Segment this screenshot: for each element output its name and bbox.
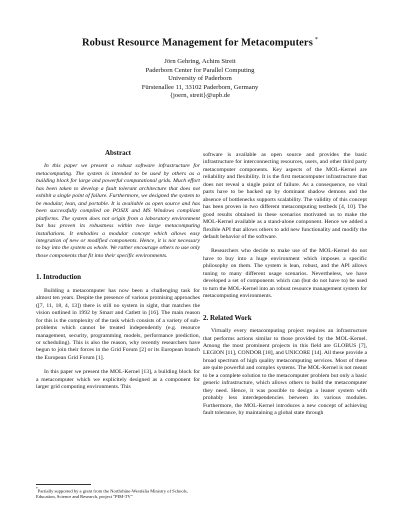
right-paragraph-1: software is available as open source and provides the basic infrastructure for interconnecting resources, users, and other third party metacomputer components. Key aspects of the MOL-Kernel are reliability and flexibility. It is the first metacomputer infrastructure that does not reveal a single point of failure. As a consequence, no vital parts have to be backed up by dominant shadow demons and the absence of bottlenecks supports scalability. The validity of this concept has been proven in two different metacomputing testbeds [4, 10]. The good results obtained in these scenarios motivated us to make the MOL-Kernel available as a stand-alone component. Hence we added a flexible API that allows others to add new functionality and modify the default behavior of the software. [203, 152, 367, 240]
title-text: Robust Resource Management for Metacomputers [82, 37, 313, 49]
affiliation-line-1: Paderborn Center for Parallel Computing [145, 66, 255, 74]
author-email: {joern, streit}@upb.de [169, 92, 231, 100]
paper-title [20, 37, 380, 49]
affiliation-line-3: Fürstenallee 11, 33102 Paderborn, Germany [141, 83, 259, 91]
intro-paragraph-2: In this paper we present the MOL-Kernel [13], a building block for a metacomputer which we explicitely designed as a component for larger grid computing environments. This [36, 369, 200, 391]
left-column [36, 150, 200, 392]
footnote [36, 487, 200, 500]
related-work-heading: 2. Related Work [203, 313, 252, 322]
abstract-heading: Abstract [104, 149, 132, 157]
right-column [203, 152, 367, 418]
affiliation-line-2: University of Paderborn [168, 75, 232, 83]
intro-heading: 1. Introduction [36, 273, 81, 282]
right-paragraph-2: Researchers who decide to make use of the MOL-Kernel do not have to buy into a huge environment which imposes a specific philosophy on them. The system is lean, robust, and the API allows tuning to many different usage scenarios. Nevertheless, we have developed a set of components which can (but do not have to) be used to turn the MOL-Kernel into an robust resource management system for metacomputing environments. [203, 248, 367, 300]
footnote-text: Partially supported by a grant from the Northrhine-Westfalia Ministry of Schools, Education, Science and Research, project "PIM-TV" [36, 488, 188, 500]
footnote-rule [36, 484, 91, 485]
intro-paragraph-1: Building a metacomputer has now been a challenging task for almost ten years. Despite the presence of various promising approaches ([7, 11, 18, 4, 13]) there is still no system in sight, that matches the vision outlined in 1992 by Smarr and Catlett in [16]. The main reason for this is the complexity of the task which consists of a variety of sub-problems which cannot be treated independently (e.g. resource management, security, programming models, performance prediction, or scheduling). This is also the reason, why recently researchers have begun to join their forces in the Grid Forum [2] or its European branch the European Grid Forum [1]. [36, 287, 200, 361]
authors: Jörn Gehring, Achim Streit [164, 58, 236, 65]
title-footnote-mark: * [314, 37, 318, 43]
footnote-mark: * [36, 487, 38, 491]
abstract-text: In this paper we present a robust software infrastructure for metacomputing. The system is intended to be used by others as a building block for large and powerful computational grids. Much effort has been taken to develop a fault tolerant architecture that does not exhibit a single point of failure. Furthermore, we designed the system to be modular, lean, and portable. It is available as open source and has been successfully compiled on POSIX and MS Windows compliant platforms. The system does not origin from a laboratory environment but has proven its robustness within two large metacomputing installations. It embodies a modular concept which allows easy integration of new or modified components. Hence, it is not necessary to buy into the system as whole. We rather encourage others to use only those components that fit into their specific environments. [36, 163, 200, 259]
author-block [100, 58, 300, 101]
related-paragraph-1: Virtually every metacomputing project requires an infrastructure that performs actions similar to those provided by the MOL-Kernel. Among the most prominent projects in this field are GLOBUS [7], LEGION [11], CONDOR [18], and UNICORE [14]. All these provide a broad spectrum of high quality metacomputing services. Most of these are quite powerful and complex systems. The MOL-Kernel is not meant to be a complete solution to the metacomputer problem but only a basic generic infrastructure, which allows others to build the metacomputer they need. Hence, it was possible to design a leaner system with probably less interdependencies between its various modules. Furthermore, the MOL-Kernel introduces a new concept of achieving fault tolerance, by maintaining a global state through [203, 328, 367, 417]
